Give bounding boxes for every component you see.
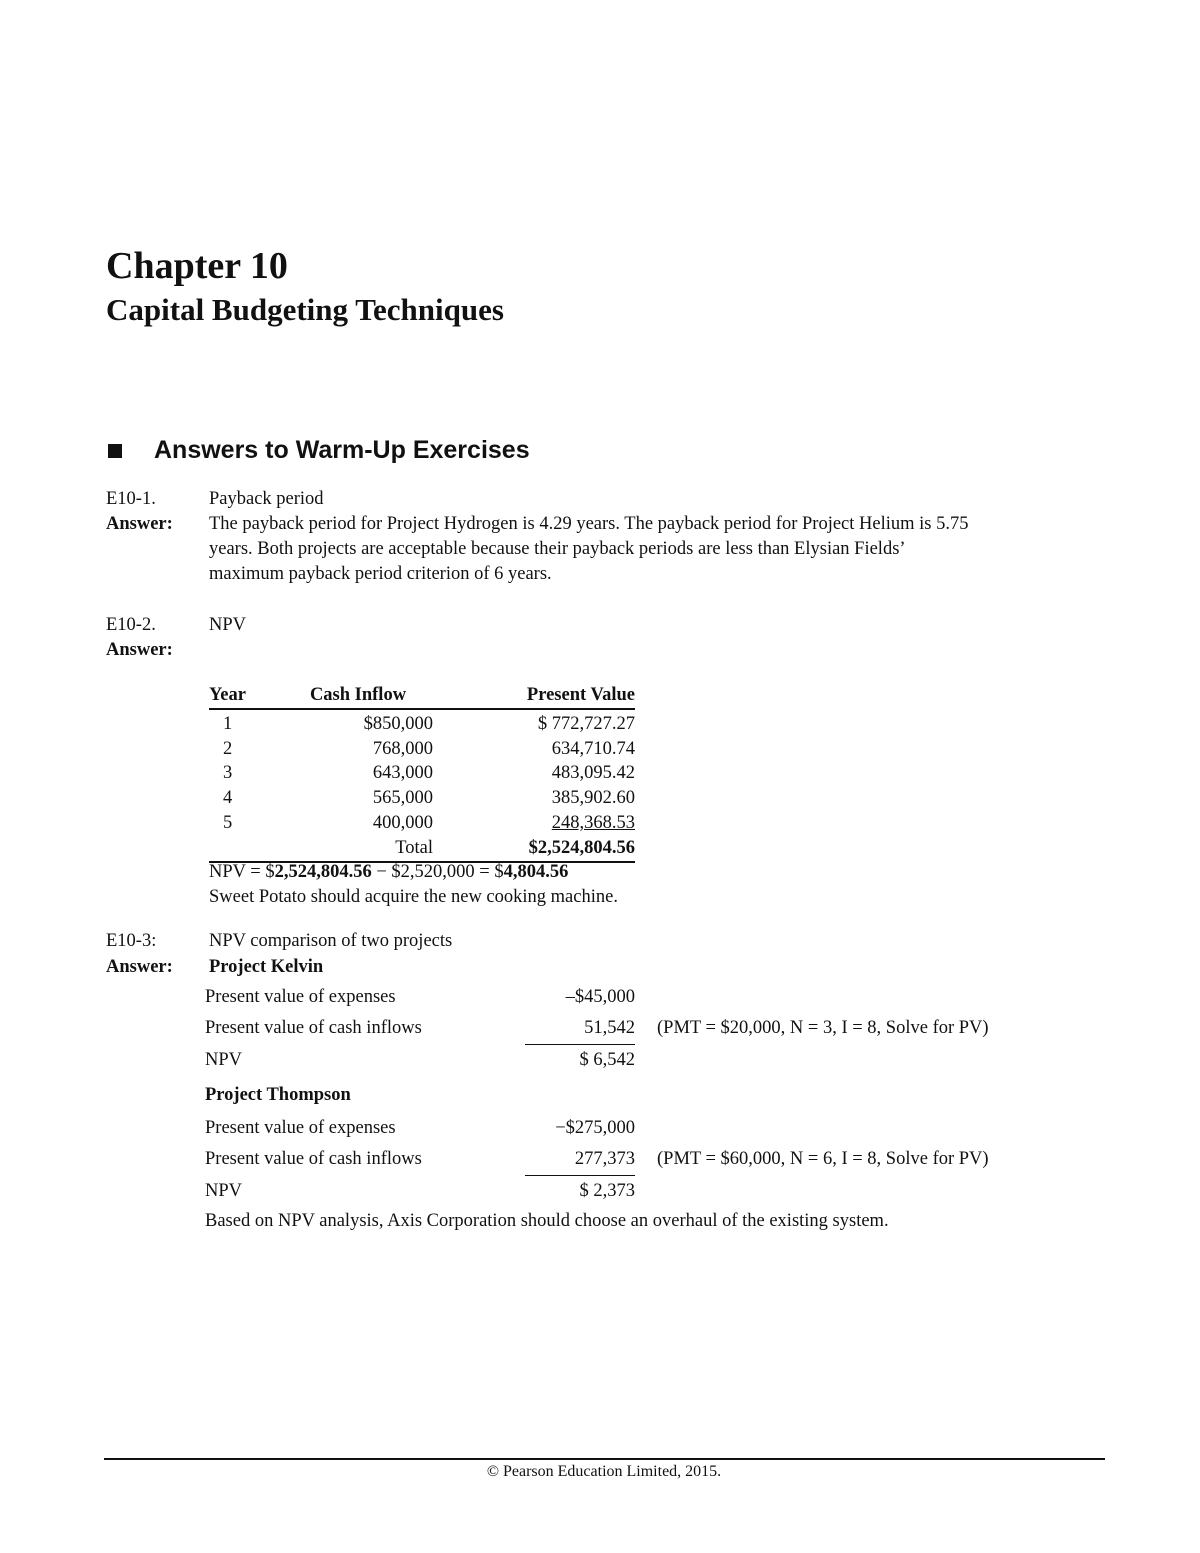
header-year: Year — [209, 682, 283, 709]
cell-year: 3 — [223, 763, 233, 784]
cell-year: 4 — [223, 788, 233, 809]
cell-cash-inflow: 565,000 — [372, 788, 433, 809]
npv-bold-value: 2,524,804.56 — [274, 862, 372, 882]
row-note — [635, 1045, 989, 1077]
chapter-number: Chapter 10 — [106, 245, 288, 287]
cell-year: 2 — [223, 738, 233, 759]
project-thompson-table — [205, 1113, 989, 1207]
answer-label-e10-3: Answer: — [106, 957, 173, 977]
cell-year: 5 — [223, 813, 233, 834]
row-label: Present value of expenses — [205, 987, 396, 1007]
project-thompson-title: Project Thompson — [205, 1085, 351, 1105]
table-header-row — [209, 682, 635, 709]
cell-present-value: 483,095.42 — [551, 763, 635, 784]
chapter-title: Capital Budgeting Techniques — [106, 292, 504, 327]
row-note: (PMT = $20,000, N = 3, I = 8, Solve for PV) — [657, 1018, 989, 1039]
row-note: (PMT = $60,000, N = 6, I = 8, Solve for PV) — [657, 1149, 989, 1170]
npv-equation — [209, 860, 568, 885]
row-label: NPV — [205, 1049, 243, 1070]
project-kelvin-table — [205, 982, 989, 1076]
e10-2-conclusion: Sweet Potato should acquire the new cooking machine. — [209, 887, 618, 907]
project-kelvin-title: Project Kelvin — [209, 957, 324, 977]
exercise-topic-e10-2: NPV — [209, 615, 247, 635]
header-present-value: Present Value — [433, 682, 635, 709]
cell-present-value: 385,902.60 — [551, 788, 635, 809]
answer-line: years. Both projects are acceptable because their payback periods are less than Elysian Fields’ — [209, 539, 906, 559]
cell-present-value: 634,710.74 — [551, 738, 635, 759]
cell-present-value — [433, 811, 635, 836]
row-value: 277,373 — [525, 1144, 635, 1176]
cell-cash-inflow: $850,000 — [363, 713, 433, 734]
exercise-label-e10-3: E10-3: — [106, 931, 157, 951]
table-row — [205, 1144, 989, 1176]
answer-label-e10-2: Answer: — [106, 640, 173, 660]
exercise-label-e10-2: E10-2. — [106, 615, 156, 635]
answer-line: The payback period for Project Hydrogen is 4.29 years. The payback period for Project Helium is 5.75 — [209, 514, 969, 534]
npv-text: − $2,520,000 = $ — [371, 862, 504, 882]
row-note — [635, 982, 989, 1013]
row-value: $ 6,542 — [579, 1050, 635, 1070]
npv-table — [209, 682, 635, 863]
cell-cash-inflow: 400,000 — [372, 813, 433, 834]
row-label: NPV — [205, 1180, 243, 1201]
table-row — [205, 1013, 989, 1045]
row-note — [635, 1113, 989, 1144]
table-row — [205, 982, 989, 1013]
row-label: Present value of expenses — [205, 1118, 396, 1138]
table-row — [205, 1045, 989, 1077]
cell-year: 1 — [223, 713, 233, 734]
npv-text: NPV = $ — [209, 862, 275, 882]
cell-empty — [209, 836, 283, 862]
footer-divider — [104, 1458, 1105, 1460]
cell-cash-inflow: 643,000 — [372, 763, 433, 784]
section-heading — [106, 436, 530, 465]
answer-text-e10-1 — [209, 512, 1109, 587]
row-note — [635, 1176, 989, 1208]
row-value: −$275,000 — [555, 1118, 635, 1138]
total-label: Total — [283, 836, 433, 862]
row-value: –$45,000 — [565, 987, 635, 1007]
cell-cash-inflow: 768,000 — [372, 738, 433, 759]
e10-3-conclusion: Based on NPV analysis, Axis Corporation should choose an overhaul of the existing system. — [205, 1211, 889, 1231]
square-bullet-icon — [108, 444, 122, 458]
footer-copyright: © Pearson Education Limited, 2015. — [486, 1463, 722, 1480]
table-row — [209, 786, 635, 811]
row-label: Present value of cash inflows — [205, 1018, 422, 1039]
npv-bold-value: 4,804.56 — [503, 862, 569, 882]
table-row — [209, 709, 635, 737]
section-title: Answers to Warm-Up Exercises — [154, 436, 530, 464]
table-row — [209, 762, 635, 787]
cell-present-value: $ 772,727.27 — [537, 713, 635, 734]
exercise-topic-e10-1: Payback period — [209, 489, 324, 509]
answer-line: maximum payback period criterion of 6 years. — [209, 564, 552, 584]
table-row — [205, 1113, 989, 1144]
answer-label-e10-1: Answer: — [106, 514, 173, 534]
exercise-topic-e10-3: NPV comparison of two projects — [209, 931, 453, 951]
table-row — [205, 1176, 989, 1208]
row-label: Present value of cash inflows — [205, 1149, 422, 1170]
row-value: 51,542 — [525, 1013, 635, 1045]
row-value: $ 2,373 — [579, 1181, 635, 1201]
total-value: $2,524,804.56 — [433, 836, 635, 862]
header-cash-inflow: Cash Inflow — [283, 682, 433, 709]
table-row — [209, 811, 635, 836]
table-total-row — [209, 836, 635, 862]
exercise-label-e10-1: E10-1. — [106, 489, 156, 509]
underlined-value: 248,368.53 — [551, 813, 635, 834]
table-row — [209, 737, 635, 762]
